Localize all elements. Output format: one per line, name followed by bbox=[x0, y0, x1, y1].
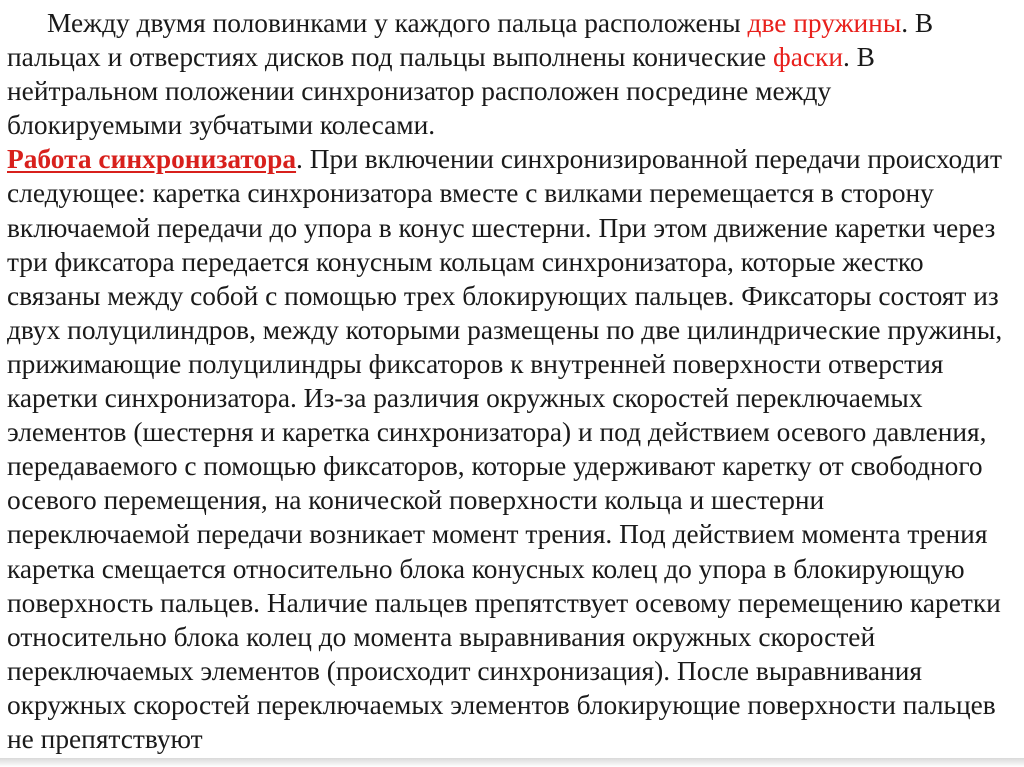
paragraph-2-body: . При включении синхронизированной передачи происходит следующее: каретка синхронизатора вместе с вилками перемещается в сторону включаемой передачи до упора в конус шестерни. При этом движение каретки через три фиксатора передается конусным кольцам синхронизатора, которые жестко связаны между собой с помощью трех блокирующих пальцев. Фиксаторы состоят из двух полуцилиндров, между которыми размещены по две цилиндрические пружины, прижимающие полуцилиндры фиксаторов к внутренней поверхности отверстия каретки синхронизатора. Из-за различия окружных скоростей переключаемых элементов (шестерня и каретка синхронизатора) и под действием осевого давления, передаваемого с помощью фиксаторов, которые удерживают каретку от свободного осевого перемещения, на конической поверхности кольца и шестерни переключаемой передачи возникает момент трения. Под действием момента трения каретка смещается относительно блока конусных колец до упора в блокирующую поверхность пальцев. Наличие пальцев препятствует осевому перемещению каретки относительно блока колец до момента выравнивания окружных скоростей переключаемых элементов (происходит синхронизация). После выравнивания окружных скоростей переключаемых элементов блокирующие поверхности пальцев не препятствуют bbox=[7, 144, 1003, 754]
section-heading-synchronizer-operation: Работа синхронизатора bbox=[7, 144, 297, 175]
document-text bbox=[7, 6, 1007, 756]
paragraph-1 bbox=[7, 6, 1007, 142]
paragraph-1-mid: . В пальцах и отверстиях дисков под пальцы выполнены конические bbox=[7, 8, 934, 73]
paragraph-1-end: . В нейтральном положении синхронизатор расположен посредине между блокируемыми зубчатыми колесами. bbox=[7, 42, 875, 141]
paragraph-1-lead: Между двумя половинками у каждого пальца расположены bbox=[47, 8, 748, 38]
paragraph-2 bbox=[7, 142, 1007, 756]
highlight-two-springs: две пружины bbox=[747, 8, 902, 38]
bottom-shadow-bar bbox=[0, 758, 1024, 767]
highlight-chamfers: фаски bbox=[772, 42, 843, 73]
